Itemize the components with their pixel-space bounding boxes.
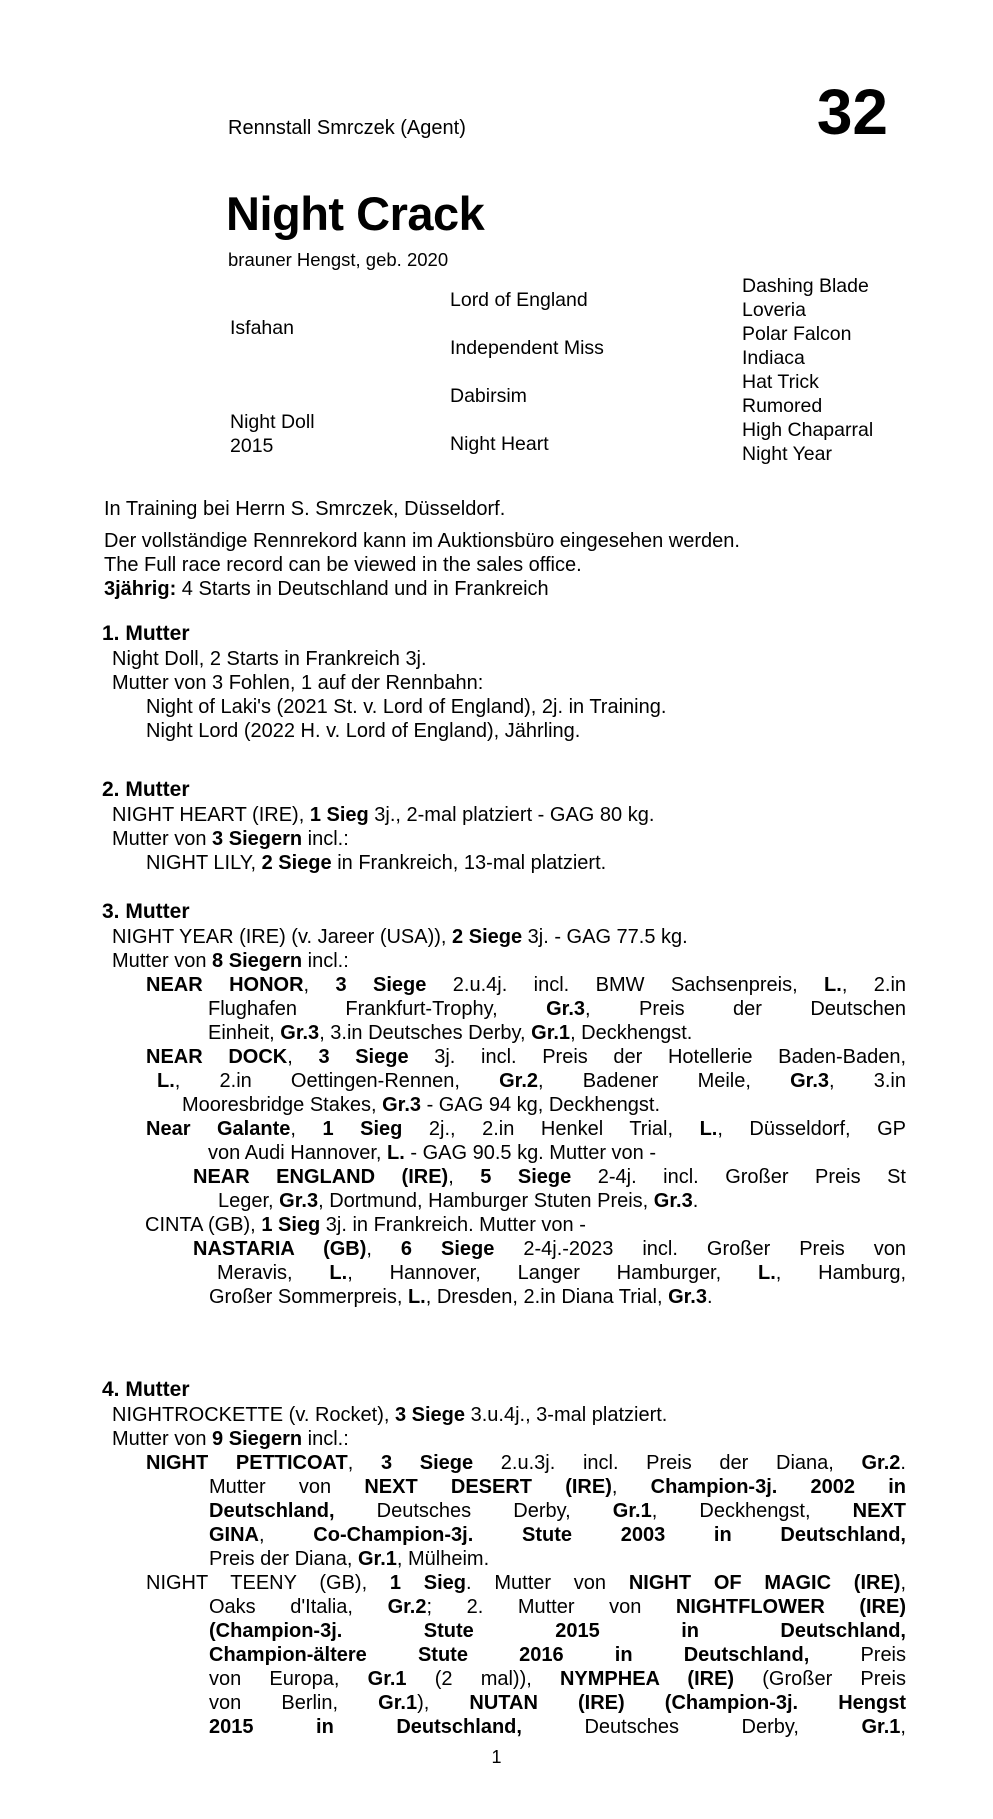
catalog-line: In Training bei Herrn S. Smrczek, Düsseldorf. xyxy=(104,498,506,520)
catalog-line: von Berlin, Gr.1), NUTAN (IRE) (Champion-3j. Hengst xyxy=(209,1692,906,1714)
catalog-line: von Audi Hannover, L. - GAG 90.5 kg. Mutter von - xyxy=(208,1142,656,1164)
catalog-line: Champion-ältere Stute 2016 in Deutschland, Preis xyxy=(209,1644,907,1666)
catalog-line: Flughafen Frankfurt-Trophy, Gr.3, Preis der Deutschen xyxy=(208,998,906,1020)
catalog-line: Der vollständige Rennrekord kann im Auktionsbüro eingesehen werden. xyxy=(104,530,740,552)
catalog-text xyxy=(0,497,993,1739)
catalog-line: NEAR HONOR, 3 Siege 2.u.4j. incl. BMW Sachsenpreis, L., 2.in xyxy=(146,974,907,996)
catalog-line: (Champion-3j. Stute 2015 in Deutschland, xyxy=(209,1620,906,1642)
section-heading: 3. Mutter xyxy=(102,900,190,923)
pedigree-grandparent: Independent Miss xyxy=(450,337,604,359)
catalog-line: Preis der Diana, Gr.1, Mülheim. xyxy=(209,1548,490,1570)
pedigree-dam: Night Doll xyxy=(230,411,315,433)
section-heading: 1. Mutter xyxy=(102,622,190,645)
catalog-line: Leger, Gr.3, Dortmund, Hamburger Stuten Preis, Gr.3. xyxy=(218,1190,699,1212)
catalog-line: Großer Sommerpreis, L., Dresden, 2.in Diana Trial, Gr.3. xyxy=(209,1286,713,1308)
page-number: 1 xyxy=(491,1747,502,1767)
catalog-line: NIGHT PETTICOAT, 3 Siege 2.u.3j. incl. Preis der Diana, Gr.2. xyxy=(146,1452,906,1474)
catalog-line: Night of Laki's (2021 St. v. Lord of England), 2j. in Training. xyxy=(146,696,667,718)
pedigree-great-grandparent: Indiaca xyxy=(742,347,805,369)
catalog-line: von Europa, Gr.1 (2 mal)), NYMPHEA (IRE) (Großer Preis xyxy=(209,1668,906,1690)
catalog-line: Mutter von 3 Siegern incl.: xyxy=(112,828,349,850)
catalog-line: Mooresbridge Stakes, Gr.3 - GAG 94 kg, Deckhengst. xyxy=(182,1094,661,1116)
section-heading: 4. Mutter xyxy=(102,1378,190,1401)
pedigree-section xyxy=(0,1377,993,1739)
pedigree-grandparent: Night Heart xyxy=(450,433,549,455)
catalog-line: Night Lord (2022 H. v. Lord of England), Jährling. xyxy=(146,720,581,742)
catalog-line: Mutter von 9 Siegern incl.: xyxy=(112,1428,349,1450)
section-heading: 2. Mutter xyxy=(102,778,190,801)
catalog-line: 2015 in Deutschland, Deutsches Derby, Gr.1, xyxy=(209,1716,906,1738)
catalog-line: Night Doll, 2 Starts in Frankreich 3j. xyxy=(112,648,427,670)
catalog-line: NIGHT TEENY (GB), 1 Sieg. Mutter von NIGHT OF MAGIC (IRE), xyxy=(146,1572,907,1594)
lot-number: 32 xyxy=(816,76,888,148)
pedigree-great-grandparent: Dashing Blade xyxy=(742,275,869,297)
intro-paragraph xyxy=(0,529,993,601)
catalog-line: Mutter von 8 Siegern incl.: xyxy=(112,950,349,972)
catalog-line: The Full race record can be viewed in the sales office. xyxy=(104,554,582,576)
catalog-line: CINTA (GB), 1 Sieg 3j. in Frankreich. Mutter von - xyxy=(145,1214,586,1236)
pedigree-great-grandparent: Night Year xyxy=(742,443,832,465)
catalog-line: NIGHT YEAR (IRE) (v. Jareer (USA)), 2 Siege 3j. - GAG 77.5 kg. xyxy=(112,926,688,948)
catalog-line: L., 2.in Oettingen-Rennen, Gr.2, Badener Meile, Gr.3, 3.in xyxy=(157,1070,906,1092)
horse-description: brauner Hengst, geb. 2020 xyxy=(228,249,449,270)
pedigree-great-grandparent: Rumored xyxy=(742,395,823,417)
catalog-line: NIGHT LILY, 2 Siege in Frankreich, 13-mal platziert. xyxy=(146,852,607,874)
pedigree-sire: Isfahan xyxy=(230,317,294,339)
catalog-line: NEAR DOCK, 3 Siege 3j. incl. Preis der Hotellerie Baden-Baden, xyxy=(146,1046,906,1068)
pedigree-section xyxy=(0,777,993,875)
catalog-line: NIGHTROCKETTE (v. Rocket), 3 Siege 3.u.4j., 3-mal platziert. xyxy=(112,1404,668,1426)
pedigree-section xyxy=(0,621,993,743)
catalog-line: GINA, Co-Champion-3j. Stute 2003 in Deutschland, xyxy=(209,1524,906,1546)
catalog-line: Mutter von 3 Fohlen, 1 auf der Rennbahn: xyxy=(112,672,484,694)
horse-name: Night Crack xyxy=(226,187,485,240)
pedigree-great-grandparent: Hat Trick xyxy=(742,371,819,393)
pedigree-great-grandparent: Polar Falcon xyxy=(742,323,852,345)
catalog-line: Oaks d'Italia, Gr.2; 2. Mutter von NIGHTFLOWER (IRE) xyxy=(209,1596,906,1618)
catalog-line: NEAR ENGLAND (IRE), 5 Siege 2-4j. incl. Großer Preis St xyxy=(193,1166,906,1188)
pedigree-great-grandparent: High Chaparral xyxy=(742,419,874,441)
pedigree-grandparent: Lord of England xyxy=(450,289,588,311)
catalog-line: Mutter von NEXT DESERT (IRE), Champion-3j. 2002 in xyxy=(209,1476,906,1498)
catalog-line: 3jährig: 4 Starts in Deutschland und in Frankreich xyxy=(104,578,549,600)
catalog-line: Near Galante, 1 Sieg 2j., 2.in Henkel Trial, L., Düsseldorf, GP xyxy=(146,1118,907,1140)
catalog-line: Deutschland, Deutsches Derby, Gr.1, Deckhengst, NEXT xyxy=(209,1500,906,1522)
pedigree-section xyxy=(0,899,993,1309)
pedigree-grandparent: Dabirsim xyxy=(450,385,527,407)
intro-paragraph xyxy=(0,497,993,521)
catalog-line: Meravis, L., Hannover, Langer Hamburger, L., Hamburg, xyxy=(217,1262,906,1284)
catalog-line: NIGHT HEART (IRE), 1 Sieg 3j., 2-mal platziert - GAG 80 kg. xyxy=(112,804,655,826)
pedigree-great-grandparent: Loveria xyxy=(742,299,806,321)
consignor-name: Rennstall Smrczek (Agent) xyxy=(228,117,466,139)
catalog-line: Einheit, Gr.3, 3.in Deutsches Derby, Gr.1, Deckhengst. xyxy=(208,1022,693,1044)
catalog-line: NASTARIA (GB), 6 Siege 2-4j.-2023 incl. Großer Preis von xyxy=(193,1238,906,1260)
pedigree-dam-year: 2015 xyxy=(230,435,274,457)
